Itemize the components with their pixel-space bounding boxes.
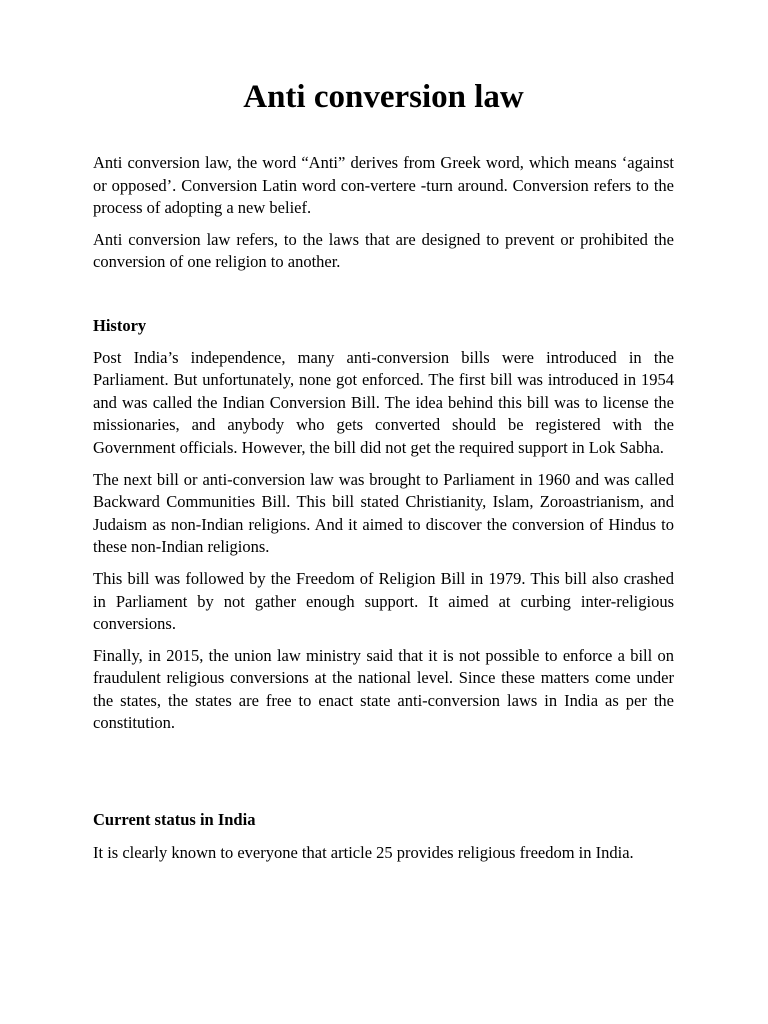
history-paragraph-4: Finally, in 2015, the union law ministry said that it is not possible to enforce a bill on fraudulent religious conversions at the national level. Since these matters come under the states, the states are free to enact state anti-conversion laws in India as per the constitution.: [93, 645, 674, 733]
intro-paragraph-2: Anti conversion law refers, to the laws that are designed to prevent or prohibited the conversion of one religion to another.: [93, 229, 674, 272]
document-body: [93, 79, 674, 864]
document-title: Anti conversion law: [243, 79, 524, 115]
history-paragraph-3: This bill was followed by the Freedom of Religion Bill in 1979. This bill also crashed in Parliament by not gather enough support. It aimed at curbing inter-religious conversions.: [93, 568, 674, 634]
history-paragraph-2: The next bill or anti-conversion law was brought to Parliament in 1960 and was called Backward Communities Bill. This bill stated Christianity, Islam, Zoroastrianism, and Judaism as non-Indian religions. And it aimed to discover the conversion of Hindus to these non-Indian religions.: [93, 469, 674, 557]
history-heading: History: [93, 315, 147, 335]
intro-paragraph-1: Anti conversion law, the word “Anti” derives from Greek word, which means ‘against or opposed’. Conversion Latin word con-vertere -turn around. Conversion refers to the process of adopting a new belief.: [93, 153, 674, 218]
current-status-paragraph-1: It is clearly known to everyone that article 25 provides religious freedom in India.: [93, 842, 634, 862]
history-paragraph-1: Post India’s independence, many anti-conversion bills were introduced in the Parliament. But unfortunately, none got enforced. The first bill was introduced in 1954 and was called the Indian Conversion Bill. The idea behind this bill was to license the missionaries, and anybody who gets converted should be registered with the Government officials. However, the bill did not get the required support in Lok Sabha.: [93, 347, 674, 457]
current-status-heading: Current status in India: [93, 810, 256, 830]
